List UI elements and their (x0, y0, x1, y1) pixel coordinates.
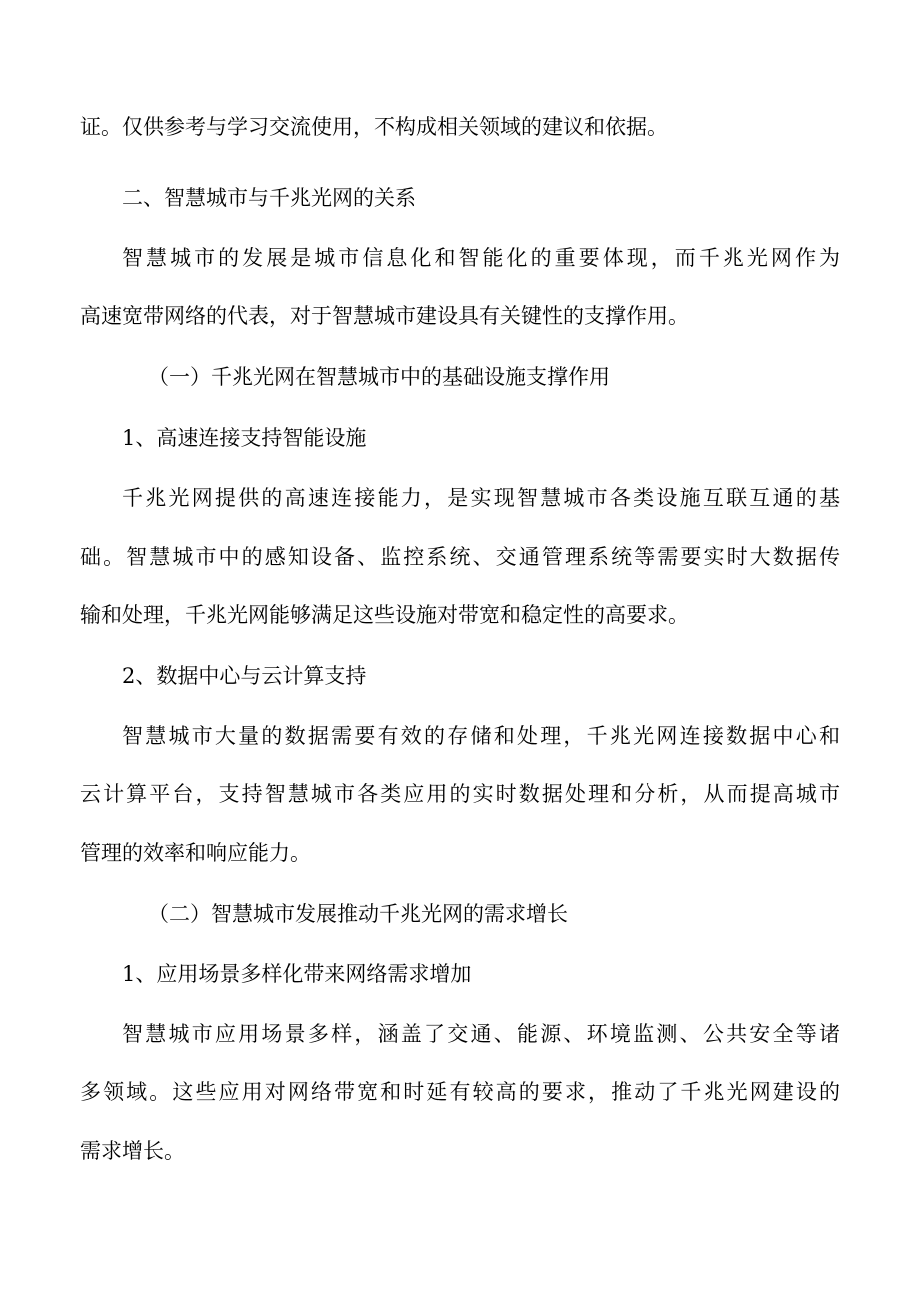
subsection-heading: （一）千兆光网在智慧城市中的基础设施支撑作用 (148, 365, 610, 389)
item-heading: 1、应用场景多样化带来网络需求增加 (122, 962, 472, 986)
item-heading: 2、数据中心与云计算支持 (122, 664, 367, 688)
paragraph-line: 需求增长。 (80, 1139, 185, 1163)
paragraph-line: 智慧城市应用场景多样，涵盖了交通、能源、环境监测、公共安全等诸 (122, 1022, 840, 1046)
paragraph-line: 千兆光网提供的高速连接能力，是实现智慧城市各类设施互联互通的基 (122, 486, 840, 510)
section-heading: 二、智慧城市与千兆光网的关系 (122, 186, 416, 210)
paragraph-line: 高速宽带网络的代表，对于智慧城市建设具有关键性的支撑作用。 (80, 304, 689, 328)
item-heading: 1、高速连接支持智能设施 (122, 426, 367, 450)
paragraph-line: 云计算平台，支持智慧城市各类应用的实时数据处理和分析，从而提高城市 (80, 782, 840, 806)
paragraph-line: 多领域。这些应用对网络带宽和时延有较高的要求，推动了千兆光网建设的 (80, 1080, 840, 1104)
paragraph-line: 智慧城市的发展是城市信息化和智能化的重要体现，而千兆光网作为 (122, 246, 840, 270)
paragraph-line: 管理的效率和响应能力。 (80, 841, 311, 865)
paragraph-line: 础。智慧城市中的感知设备、监控系统、交通管理系统等需要实时大数据传 (80, 545, 840, 569)
subsection-heading: （二）智慧城市发展推动千兆光网的需求增长 (148, 902, 568, 926)
paragraph-line: 智慧城市大量的数据需要有效的存储和处理，千兆光网连接数据中心和 (122, 724, 840, 748)
paragraph-continuation-line: 证。仅供参考与学习交流使用，不构成相关领域的建议和依据。 (80, 115, 668, 139)
paragraph-line: 输和处理，千兆光网能够满足这些设施对带宽和稳定性的高要求。 (80, 603, 689, 627)
